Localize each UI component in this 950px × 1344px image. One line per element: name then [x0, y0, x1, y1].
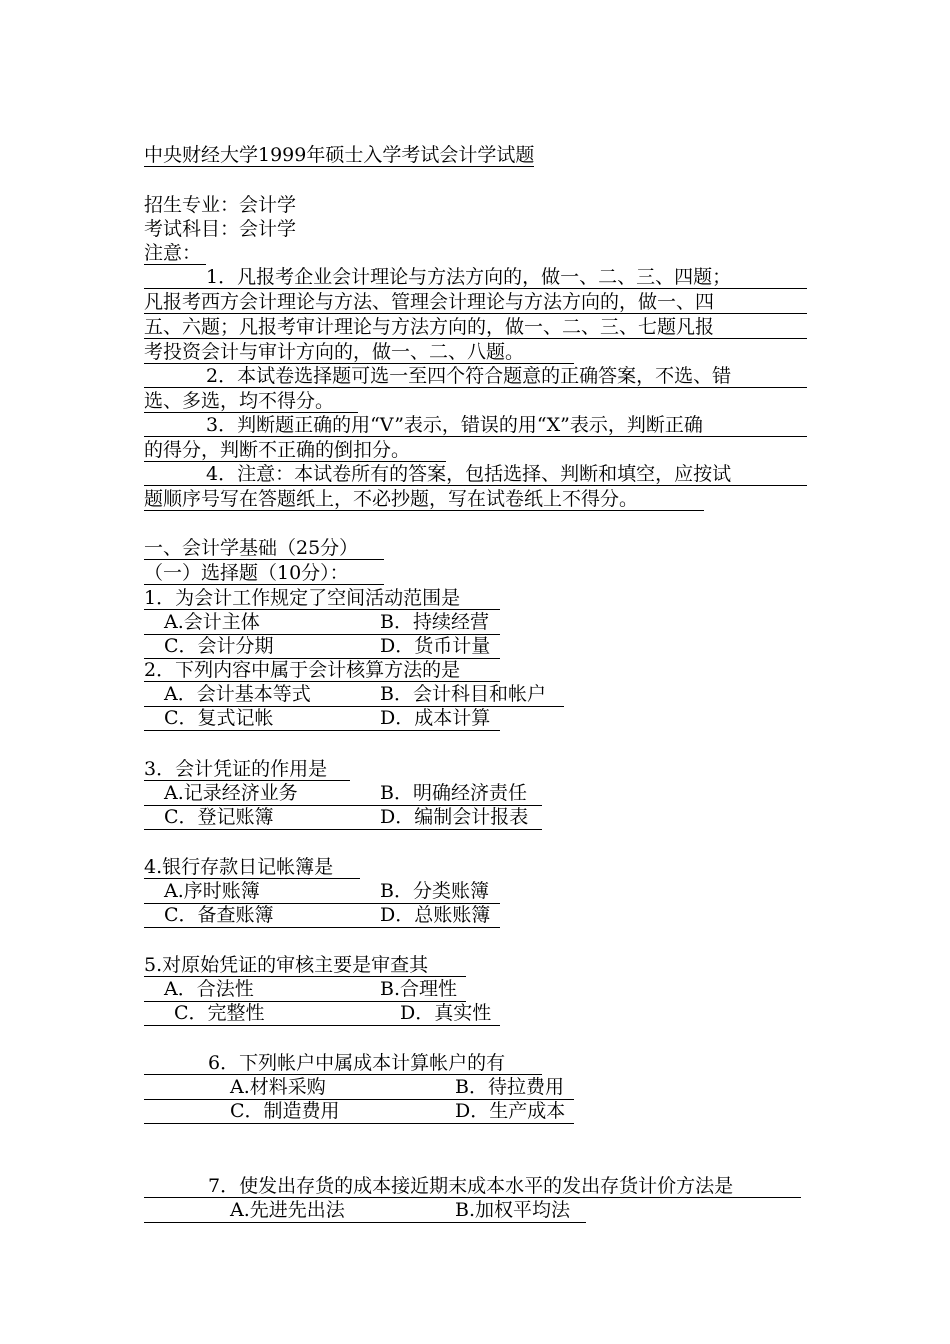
note-2-line-1: 2．本试卷选择题可选一至四个符合题意的正确答案，不选、错 [144, 364, 807, 388]
section-heading: 一、会计学基础（25分） [144, 536, 384, 560]
note-1-line-3: 五、六题；凡报考审计理论与方法方向的，做一、二、三、七题凡报 [144, 315, 807, 339]
option-b: B．分类账簿 [380, 880, 489, 902]
option-a: A．合法性 [164, 978, 254, 1000]
note-2-line-2: 选、多选，均不得分。 [144, 389, 358, 413]
option-b: B.加权平均法 [455, 1199, 571, 1221]
subject-line: 考试科目：会计学 [144, 218, 297, 240]
question-6: 6．下列帐户中属成本计算帐户的有 [144, 1051, 542, 1075]
option-a: A.会计主体 [164, 611, 260, 633]
note-1-line-1: 1．凡报考企业会计理论与方法方向的，做一、二、三、四题； [144, 265, 807, 289]
option-b: B.合理性 [380, 978, 458, 1000]
option-a: A.材料采购 [230, 1076, 326, 1098]
option-d: D．编制会计报表 [380, 806, 529, 828]
option-d: D．总账账簿 [380, 904, 491, 926]
note-1-line-4: 考投资会计与审计方向的，做一、二、八题。 [144, 340, 574, 364]
note-4-line-2: 题顺序号写在答题纸上，不必抄题，写在试卷纸上不得分。 [144, 487, 704, 511]
subsection-heading: （一）选择题（10分）： [144, 561, 384, 585]
option-b: B．会计科目和帐户 [380, 683, 546, 705]
option-c: C．制造费用 [230, 1100, 340, 1122]
question-4: 4.银行存款日记帐簿是 [144, 855, 360, 879]
note-4-line-1: 4．注意：本试卷所有的答案，包括选择、判断和填空，应按试 [144, 462, 807, 486]
note-3-line-1: 3．判断题正确的用“V”表示，错误的用“X”表示，判断正确 [144, 413, 807, 437]
question-7: 7．使发出存货的成本接近期末成本水平的发出存货计价方法是 [144, 1174, 801, 1198]
question-3: 3．会计凭证的作用是 [144, 757, 350, 781]
question-5: 5.对原始凭证的审核主要是审查其 [144, 953, 466, 977]
option-a: A．会计基本等式 [164, 683, 311, 705]
option-a: A.先进先出法 [230, 1199, 345, 1221]
option-c: C．完整性 [174, 1002, 265, 1024]
option-d: D．成本计算 [380, 707, 491, 729]
option-c: C．会计分期 [164, 635, 274, 657]
option-b: B．明确经济责任 [380, 782, 527, 804]
option-c: C．复式记帐 [164, 707, 274, 729]
option-a: A.序时账簿 [164, 880, 260, 902]
option-d: D．货币计量 [380, 635, 491, 657]
notice-label: 注意： [144, 241, 206, 265]
question-2: 2．下列内容中属于会计核算方法的是 [144, 658, 500, 682]
option-b: B．持续经营 [380, 611, 489, 633]
option-a: A.记录经济业务 [164, 782, 298, 804]
option-d: D．生产成本 [455, 1100, 566, 1122]
exam-title: 中央财经大学1999年硕士入学考试会计学试题 [144, 144, 535, 166]
option-d: D．真实性 [400, 1002, 492, 1024]
option-b: B．待拉费用 [455, 1076, 564, 1098]
major-line: 招生专业：会计学 [144, 194, 297, 216]
question-1: 1．为会计工作规定了空间活动范围是 [144, 586, 500, 610]
option-c: C．备查账簿 [164, 904, 274, 926]
option-c: C．登记账簿 [164, 806, 274, 828]
note-1-line-2: 凡报考西方会计理论与方法、管理会计理论与方法方向的，做一、四 [144, 290, 807, 314]
note-3-line-2: 的得分，判断不正确的倒扣分。 [144, 438, 446, 462]
